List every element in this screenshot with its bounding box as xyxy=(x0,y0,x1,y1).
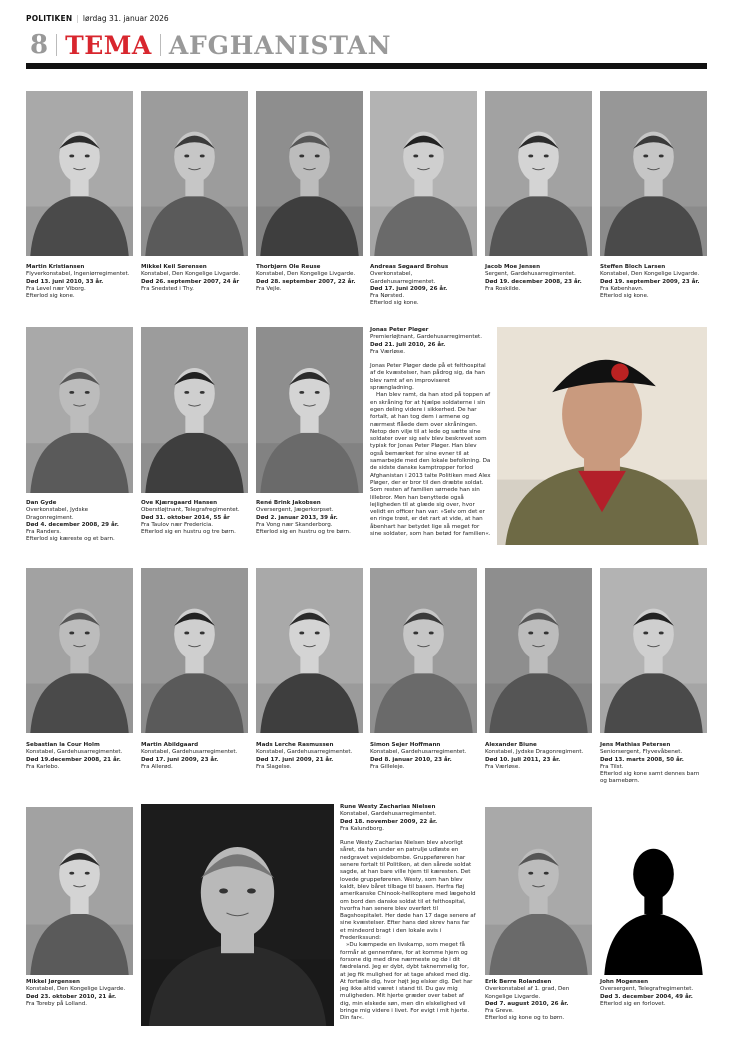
masthead: POLITIKEN | lørdag 31. januar 2026 xyxy=(26,14,169,23)
soldier-detail: Efterlod sig kæreste og et barn. xyxy=(26,536,115,543)
header-rule xyxy=(26,63,707,69)
soldier-rank: Konstabel, Gardehusarregimentet. xyxy=(370,749,467,756)
story-ploger xyxy=(370,327,491,538)
soldier-photo xyxy=(256,327,363,493)
soldier-name: John Mogensen xyxy=(600,979,649,985)
soldier-death: Død 23. oktober 2010, 21 år. xyxy=(26,993,117,1000)
story-from: Fra Kalundborg. xyxy=(340,825,385,832)
soldier-death: Død 2. januar 2013, 39 år. xyxy=(256,514,338,521)
soldier-photo xyxy=(485,568,592,733)
soldier-detail: Fra Snedsted i Thy. xyxy=(141,285,194,292)
page-header xyxy=(30,30,391,58)
soldier-detail: Fra Karlebo. xyxy=(26,763,60,770)
story-westy xyxy=(340,804,476,1023)
story-paragraph: Han blev ramt, da han stod på toppen af en skråning for at hjælpe soldaterne i sin egen deling videre i sikkerhed. De har fortalt, at han tog dem i armene og nærmest flåede dem over skråningen. Netop den vilje til at lede og sætte sine soldater over sig selv blev beskrevet som typisk for Jonas Peter Pløger. Han blev også bemærket for sine evner til at samarbejde med den lokale befolkning. Da de sidste danske kamptropper forlod Afghanistan i 2013 talte Politiken med Alex Pløger, der er bror til den dræbte soldat. Som resten af familien sørnede han sin lillebror. Men han benyttede også lejligheden til at glæde sig over, hvor velidt en officer han var: »Selv om det er en ringe trøst, er det rart at vide, at han åbenhart har betydet lige så meget for sine soldater, som han betød for familien«. xyxy=(370,392,491,538)
soldier-death: Død 31. oktober 2014, 55 år xyxy=(141,514,230,521)
soldier-name: Sebastian la Cour Holm xyxy=(26,742,100,748)
soldier-detail: Fra Slagelse. xyxy=(256,763,292,770)
soldier-detail: Efterlod sig kone samt dennes barn og barnebørn. xyxy=(600,771,700,785)
soldier-death: Død 3. december 2004, 49 år. xyxy=(600,993,693,1000)
soldier-detail: Fra Taulov nær Fredericia. xyxy=(141,521,214,528)
soldier-rank: Konstabel, Gardehusarregimentet. xyxy=(141,749,238,756)
soldier-death: Død 19. december 2008, 23 år. xyxy=(485,278,582,285)
soldier-photo xyxy=(600,568,707,733)
story-paragraph: »Du kæmpede en livskamp, som meget få formår at gennemføre, for at komme hjem og forsone dig med dine nærmeste og dø i dit fædreland. Jeg er dybt, dybt taknemmelig for, at jeg fik mulighed for at tage afsked med dig. At fortælle dig, hvor højt jeg elsker dig. Det har jeg ikke altid været i stand til. Du gav mig muligheden. Mit hjerte græder over tabet af dig, min elskede søn, men din elskelighed vil bringe mig videre i livet. For evigt i mit hjerte. Din far«. xyxy=(340,942,473,1022)
soldier-detail: Efterlod sig kone. xyxy=(600,293,649,300)
soldier-detail: Fra Randers. xyxy=(26,529,62,536)
soldier-death: Død 4. december 2008, 29 år. xyxy=(26,521,119,528)
soldier-caption xyxy=(141,264,248,293)
story-rank: Premierløjtnant, Gardehusarregimentet. xyxy=(370,334,482,341)
soldier-detail: Efterlod sig en hustru og tre børn. xyxy=(256,529,351,536)
soldier-detail: Fra Greve. xyxy=(485,1008,514,1015)
soldier-caption xyxy=(600,979,707,1008)
story-name: Jonas Peter Pløger xyxy=(370,327,429,333)
soldier-name: Jacob Moe Jensen xyxy=(485,264,541,270)
soldier-caption xyxy=(370,264,477,308)
soldier-photo xyxy=(485,807,592,975)
soldier-name: Mads Lerche Rasmussen xyxy=(256,742,334,748)
soldier-rank: Oberstløjtnant, Telegrafregimentet. xyxy=(141,507,240,514)
soldier-death: Død 26. september 2007, 24 år xyxy=(141,278,240,285)
soldier-death: Død 17. juni 2009, 21 år. xyxy=(256,756,334,763)
soldier-death: Død 19.december 2008, 21 år. xyxy=(26,756,121,763)
soldier-photo xyxy=(141,568,248,733)
soldier-photo xyxy=(256,568,363,733)
soldier-death: Død 8. januar 2010, 23 år. xyxy=(370,756,452,763)
soldier-photo xyxy=(370,568,477,733)
soldier-detail: Efterlod sig en hustru og tre børn. xyxy=(141,529,236,536)
soldier-rank: Overkonstabel, Jydske Dragonregiment. xyxy=(26,507,89,521)
soldier-rank: Konstabel, Den Kongelige Livgarde. xyxy=(141,271,241,278)
soldier-caption xyxy=(600,742,707,786)
soldier-caption xyxy=(370,742,477,771)
soldier-rank: Oversergent, Jægerkorpset. xyxy=(256,507,334,514)
soldier-rank: Konstabel, Den Kongelige Livgarde. xyxy=(600,271,700,278)
paper-name: POLITIKEN xyxy=(26,14,73,23)
soldier-detail: Efterlod sig kone. xyxy=(26,293,75,300)
soldier-name: Alexander Biune xyxy=(485,742,537,748)
soldier-rank: Overkonstabel af 1. grad, Den Kongelige Livgarde. xyxy=(485,986,570,1000)
soldier-caption xyxy=(256,500,363,536)
soldier-detail: Fra Tilst. xyxy=(600,763,624,770)
soldier-name: Thorbjørn Ole Reuse xyxy=(256,264,321,270)
soldier-photo xyxy=(26,327,133,493)
soldier-caption xyxy=(485,264,592,293)
soldier-detail: Fra Level nær Viborg. xyxy=(26,285,86,292)
soldier-name: Martin Abildgaard xyxy=(141,742,199,748)
story-paragraph: Rune Westy Zacharias Nielsen blev alvorligt såret, da han under en patrulje udløste en nedgravet vejsidebombe. Gruppeføreren har senere fortalt til Politiken, at den sårede soldat sagde, at han bare ville hjem til kæresten. Det lovede gruppeføreren. Westy, som han blev kaldt, blev båret tilbage til basen. Herfra fløj amerikanske Chinook-helikoptere med lægehold om bord den danske soldat til et felthospital, hvorfra han senere blev overført til Bagshospitalet. Her døde han 17 dage senere af sine kvæstelser. Efter hans død skrev hans far et mindeord bragt i den lokale avis i Frederikssund: xyxy=(340,840,476,942)
soldier-rank: Flyverkonstabel, Ingeniørregimentet. xyxy=(26,271,130,278)
soldier-name: Erik Berre Rolandsen xyxy=(485,979,552,985)
soldier-caption xyxy=(26,979,133,1008)
soldier-photo xyxy=(141,804,334,1026)
story-died: Død 18. november 2009, 22 år. xyxy=(340,818,438,825)
soldier-caption xyxy=(485,979,592,1023)
soldier-name: Jens Mathias Petersen xyxy=(600,742,671,748)
soldier-photo xyxy=(485,91,592,256)
soldier-photo xyxy=(141,91,248,256)
soldier-death: Død 10. juli 2011, 23 år. xyxy=(485,756,561,763)
soldier-photo xyxy=(26,568,133,733)
soldier-name: Dan Gyde xyxy=(26,500,57,506)
soldier-rank: Konstabel, Gardehusarregimentet. xyxy=(256,749,353,756)
section-title: TEMA xyxy=(65,30,152,60)
soldier-rank: Konstabel, Den Kongelige Livgarde. xyxy=(256,271,356,278)
soldier-name: Andreas Søgaard Brohus xyxy=(370,264,449,270)
soldier-caption xyxy=(26,742,133,771)
soldier-caption xyxy=(141,500,248,536)
soldier-detail: Fra København. xyxy=(600,285,644,292)
story-rank: Konstabel, Gardehusarregimentet. xyxy=(340,811,437,818)
soldier-death: Død 7. august 2010, 26 år. xyxy=(485,1000,569,1007)
soldier-detail: Fra Gilleleje. xyxy=(370,763,405,770)
soldier-photo xyxy=(26,91,133,256)
soldier-detail: Fra Vejle. xyxy=(256,285,282,292)
soldier-death: Død 13. juni 2010, 33 år. xyxy=(26,278,104,285)
story-name: Rune Westy Zacharias Nielsen xyxy=(340,804,436,810)
soldier-photo xyxy=(370,91,477,256)
soldier-detail: Efterlod sig en forlovet. xyxy=(600,1000,666,1007)
soldier-caption xyxy=(26,500,133,544)
soldier-detail: Fra Vong nær Skanderborg. xyxy=(256,521,333,528)
page-number: 8 xyxy=(30,30,49,60)
soldier-rank: Oversergent, Telegrafregimentet. xyxy=(600,986,694,993)
soldier-caption xyxy=(256,742,363,771)
soldier-rank: Konstabel, Jydske Dragonregiment. xyxy=(485,749,584,756)
soldier-photo xyxy=(497,327,707,545)
soldier-caption xyxy=(141,742,248,771)
soldier-death: Død 13. marts 2008, 50 år. xyxy=(600,756,684,763)
soldier-detail: Fra Værløse. xyxy=(485,763,521,770)
soldier-name: Mikkel Keil Sørensen xyxy=(141,264,207,270)
soldier-detail: Fra Roskilde. xyxy=(485,285,521,292)
soldier-name: Mikkel Jørgensen xyxy=(26,979,81,985)
soldier-photo xyxy=(141,327,248,493)
soldier-caption xyxy=(256,264,363,293)
story-from: Fra Værløse. xyxy=(370,348,406,355)
soldier-rank: Overkonstabel, Gardehusarregimentet. xyxy=(370,271,436,285)
soldier-name: Martin Kristiansen xyxy=(26,264,85,270)
soldier-rank: Konstabel, Den Kongelige Livgarde. xyxy=(26,986,126,993)
silhouette-placeholder xyxy=(600,807,707,975)
story-died: Død 21. juli 2010, 26 år. xyxy=(370,341,446,348)
soldier-detail: Fra Toreby på Lolland. xyxy=(26,1000,88,1007)
soldier-name: Ove Kjærsgaard Hansen xyxy=(141,500,218,506)
soldier-death: Død 28. september 2007, 22 år. xyxy=(256,278,356,285)
soldier-detail: Efterlod sig kone. xyxy=(370,300,419,307)
soldier-rank: Konstabel, Gardehusarregimentet. xyxy=(26,749,123,756)
soldier-detail: Efterlod sig kone og to børn. xyxy=(485,1015,565,1022)
soldier-photo xyxy=(600,91,707,256)
soldier-detail: Fra Allerød. xyxy=(141,763,173,770)
soldier-caption xyxy=(26,264,133,300)
topic-title: AFGHANISTAN xyxy=(168,30,392,60)
issue-date: lørdag 31. januar 2026 xyxy=(82,14,169,23)
soldier-name: René Brink Jakobsen xyxy=(256,500,321,506)
soldier-death: Død 17. juni 2009, 23 år. xyxy=(141,756,219,763)
soldier-caption xyxy=(600,264,707,300)
soldier-death: Død 19. september 2009, 23 år. xyxy=(600,278,700,285)
soldier-detail: Fra Nørsted. xyxy=(370,293,405,300)
soldier-rank: Seniorsergent, Flyvevåbenet. xyxy=(600,749,683,756)
soldier-caption xyxy=(485,742,592,771)
soldier-death: Død 17. juni 2009, 26 år. xyxy=(370,285,448,292)
soldier-photo xyxy=(256,91,363,256)
soldier-rank: Sergent, Gardehusarregimentet. xyxy=(485,271,576,278)
story-paragraph: Jonas Peter Pløger døde på et felthospital af de kvæstelser, han pådrog sig, da han blev ramt af en improviseret sprængladning. xyxy=(370,363,486,392)
soldier-photo xyxy=(26,807,133,975)
soldier-name: Simon Sejer Hoffmann xyxy=(370,742,441,748)
soldier-name: Steffen Bloch Larsen xyxy=(600,264,666,270)
